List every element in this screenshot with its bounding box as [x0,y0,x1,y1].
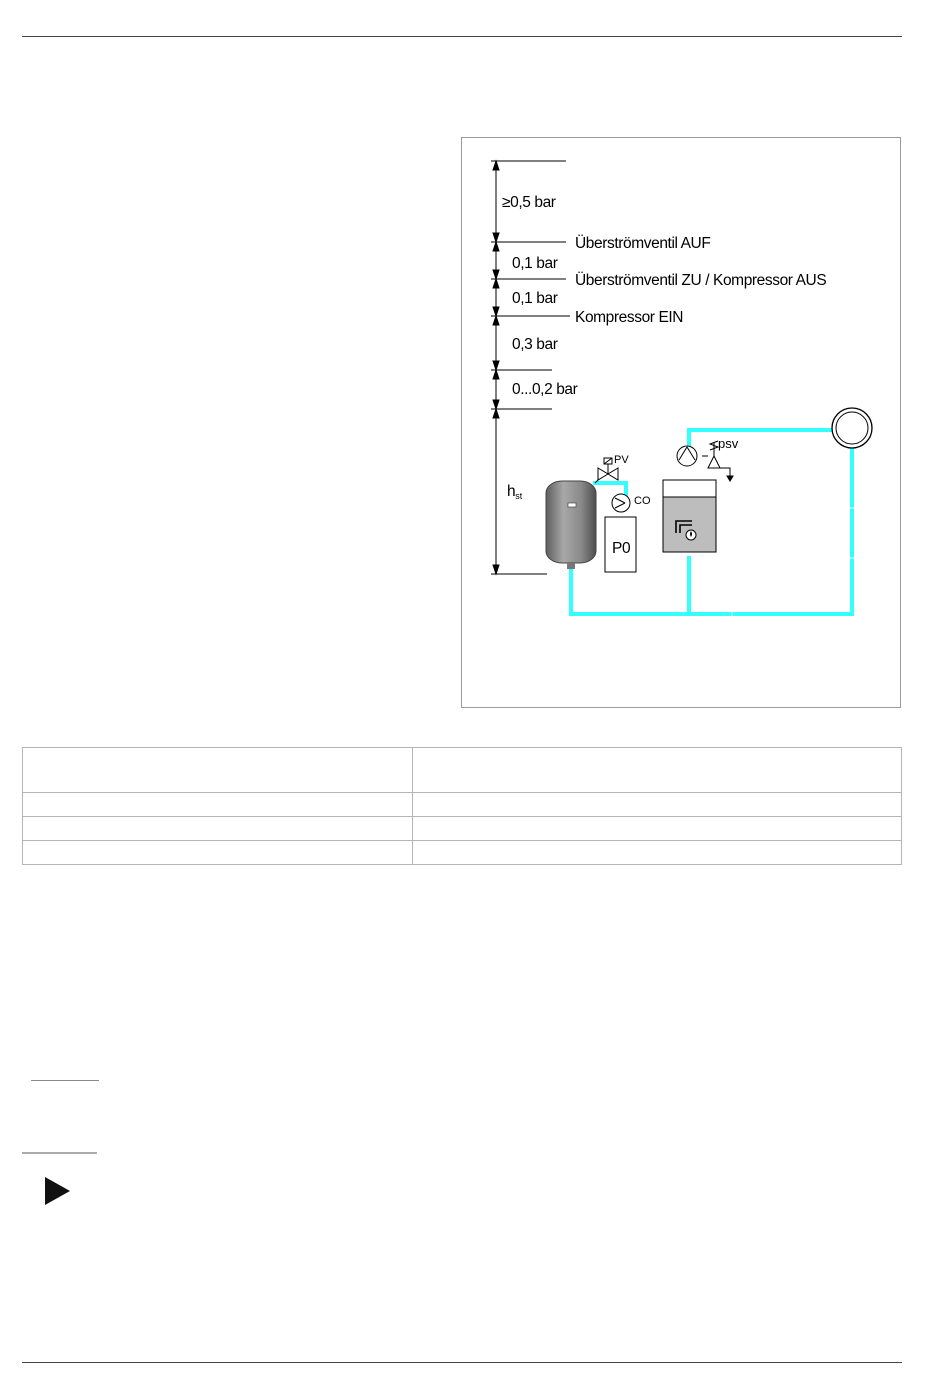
table-cell [23,817,413,841]
label-valve-open: Überströmventil AUF [575,235,711,252]
consumer-circle-icon [832,408,872,448]
label-compressor-on: Kompressor EIN [575,309,684,326]
table-cell [413,817,902,841]
table-cell [413,841,902,865]
pressure-label-01a: 0,1 bar [512,255,558,272]
footnote-rule [31,1080,99,1081]
pv-label: PV [614,454,629,466]
pressure-label-01b: 0,1 bar [512,290,558,307]
p0-label: P0 [612,540,631,557]
bottom-rule [22,1362,902,1363]
table-cell [23,841,413,865]
arrowhead [493,161,499,170]
boiler-icon [663,480,716,552]
table-header-cell [413,748,902,793]
psv-label: psv [718,436,739,451]
pressure-label-03: 0,3 bar [512,336,558,353]
compressor-icon [612,494,630,512]
expansion-tank-icon [546,481,596,569]
play-triangle-icon [45,1177,70,1205]
co-label: CO [634,495,651,507]
table-header-cell [23,748,413,793]
table-row [23,793,902,817]
section-rule [22,1152,97,1154]
pressure-diagram-figure [461,137,901,708]
static-height-label: hst [507,483,523,501]
pressure-label-002: 0...0,2 bar [512,381,578,398]
flow-pipe [689,430,834,450]
top-rule [22,36,902,37]
dimension-arrows [493,161,499,574]
label-valve-closed: Überströmventil ZU / Kompressor AUS [575,272,827,289]
data-table [22,747,902,865]
compressor-pipe [595,483,626,495]
pressure-label-min: ≥0,5 bar [502,194,556,211]
pressure-schematic [462,138,902,709]
table-cell [413,793,902,817]
table-row [23,817,902,841]
table-cell [23,793,413,817]
table-row [23,841,902,865]
table-header-row [23,748,902,793]
circulation-pump-icon [677,446,697,466]
